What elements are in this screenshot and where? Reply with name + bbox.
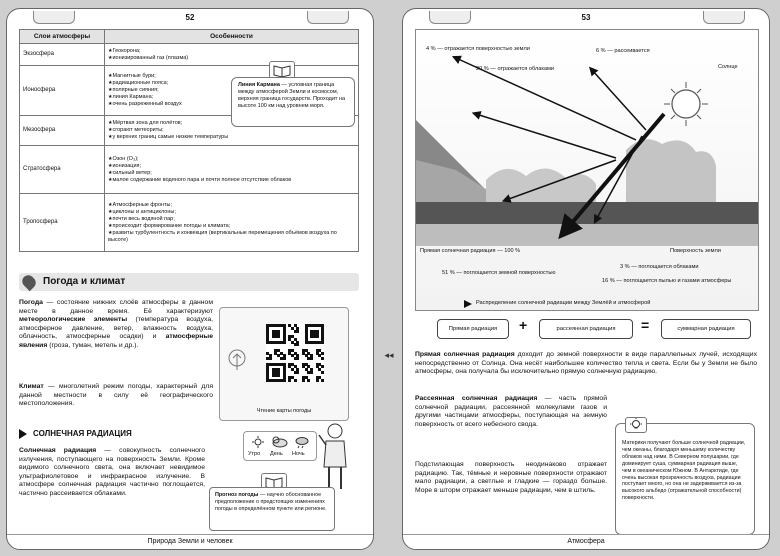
- left-page: [6, 8, 374, 550]
- surface-reflection-text: Подстилающая поверхность неодинаково отражает радиацию. Так, тёмные и неровные поверхности отражают мало радиации, а светлые и гладкие — гораздо больше. Море в шторм отражает меньше радиации, чем в штиль.: [415, 461, 607, 494]
- term: Солнечная радиация: [19, 447, 97, 454]
- formula-term: суммарная радиация: [661, 319, 751, 339]
- page-footer: Природа Земли и человек: [7, 534, 373, 549]
- equals-sign: =: [641, 317, 650, 333]
- section-title: Погода и климат: [43, 276, 126, 287]
- callout-term: Прогноз погоды: [215, 492, 259, 498]
- continents-note: Материки получают больше солнечной радиации, чем океаны, благодаря меньшему количеству облаков над ними. В Северном полушарии, где доминирует суша, суммарная радиация выше, чем в океаническом Южном. В Антарктиде, где очень высокая прозрачность воздуха, радиации поступает много, но она не задерживается из-за высокого альбедо (отражательной способности) поверхности.: [615, 423, 755, 535]
- lightbulb-icon: [625, 417, 647, 433]
- feature-item: ★ малое содержание водяного пара и почти полное отсутствие облаков: [108, 177, 355, 184]
- map-pin-icon: [20, 273, 38, 291]
- text: — многолетний режим погоды, характерный для данной местности в силу её географического местоположения.: [19, 383, 213, 408]
- layer-name: Мезосфера: [20, 116, 105, 146]
- page-number: 52: [185, 13, 195, 22]
- feature-item: ★ Магнитные бури;: [108, 73, 355, 80]
- term: атмосферные явления: [19, 333, 213, 349]
- right-page: [402, 8, 770, 550]
- feature-item: ★ линия Кармана;: [108, 94, 355, 101]
- subsection-title-text: СОЛНЕЧНАЯ РАДИАЦИЯ: [33, 429, 132, 439]
- subsection-title: [19, 429, 132, 439]
- diagram-label: Прямая солнечная радиация — 100 %: [420, 248, 521, 254]
- feature-item: ★ сильный ветер;: [108, 170, 355, 177]
- diagram-label: Солнце: [718, 64, 738, 70]
- diagram-label: 51 % — поглощается земной поверхностью: [442, 270, 556, 276]
- feature-item: ★ ионизация;: [108, 163, 355, 170]
- feature-item: ★ Атмосферные фронты;: [108, 202, 355, 209]
- direct-radiation-text: [415, 351, 757, 377]
- table-header: Особенности: [105, 30, 359, 44]
- layer-name: Ионосфера: [20, 66, 105, 116]
- weather-label: Утро: [248, 451, 261, 457]
- climate-definition: [19, 383, 213, 409]
- table-row: [20, 44, 359, 66]
- page-footer: Атмосфера: [403, 534, 769, 549]
- diagram-label: 20 % — отражается облаками: [476, 66, 554, 72]
- text: (гроза, туман, метель и др.).: [47, 341, 139, 349]
- term: Рассеянная солнечная радиация: [415, 395, 538, 402]
- weather-label: Ночь: [292, 451, 305, 457]
- triangle-icon: [19, 429, 27, 439]
- diagram-label: Поверхность земли: [670, 248, 721, 254]
- weather-label: День: [270, 451, 283, 457]
- weather-icons: [250, 435, 310, 449]
- table-row: [20, 194, 359, 252]
- layer-features: [105, 194, 359, 252]
- qr-code[interactable]: [266, 324, 324, 382]
- diagram-label: 6 % — рассеивается: [596, 48, 650, 54]
- text: — состояние нижних слоёв атмосферы в данном месте в данное время. Её характеризуют: [19, 299, 213, 315]
- feature-item: ★ Озон (O₃);: [108, 156, 355, 163]
- diagram-label: 4 % — отражается поверхностью земли: [426, 46, 530, 52]
- feature-item: ★ Геокорона;: [108, 48, 355, 55]
- callout-text: — научно обоснованное предположение о предстоящих изменениях погоды в определённом пункте или регионе.: [215, 492, 327, 512]
- diagram-label: 16 % — поглощается пылью и газами атмосферы: [602, 278, 732, 284]
- plus-sign: +: [519, 317, 528, 333]
- formula-term: Прямая радиация: [437, 319, 509, 339]
- layer-name: Экзосфера: [20, 44, 105, 66]
- page-number: 53: [581, 13, 591, 22]
- term: Погода: [19, 299, 43, 306]
- qr-caption: Чтение карты погоды: [256, 408, 312, 414]
- qr-code-box[interactable]: [219, 307, 349, 421]
- text: (температура воздуха, атмосферное давление, ветер, влажность воздуха, облачность, атмосферные осадки) и: [19, 316, 213, 341]
- layer-name: Тропосфера: [20, 194, 105, 252]
- radiation-diagram-graphic: [416, 30, 758, 310]
- term: метеорологические элементы: [19, 316, 128, 324]
- presenter-illustration-icon: [317, 421, 353, 491]
- term: Прямая солнечная радиация: [415, 351, 515, 358]
- diagram-label: 3 % — поглощается облаками: [620, 264, 699, 270]
- diagram-caption: Распределение солнечной радиации между Землёй и атмосферой: [476, 300, 651, 306]
- feature-item: ★ циклоны и антициклоны;: [108, 209, 355, 216]
- radiation-formula: [415, 315, 757, 341]
- table-header: Слои атмосферы: [20, 30, 105, 44]
- feature-item: ★ развиты турбулентность и конвекция (вертикальные перемещения объёмов воздуха по высоте): [108, 230, 355, 244]
- section-header: [19, 273, 359, 291]
- term: Климат: [19, 383, 44, 390]
- table-row: [20, 146, 359, 194]
- weather-definition: [19, 299, 213, 351]
- formula-term: рассеянная радиация: [539, 319, 633, 339]
- diffuse-radiation-text: [415, 395, 607, 429]
- forecast-callout: [209, 487, 335, 531]
- scan-phone-icon: [226, 348, 248, 374]
- text: — совокупность солнечного излучения, поступающего на поверхность Земли. Кроме видимого солнечного света, она включает невидимое ультрафиолетовое и инфракрасное излучение. В атмосфере солнечная радиация частично поглощается, частично рассеивается облаками.: [19, 447, 206, 497]
- text: — часть прямой солнечной радиации, рассеянной молекулами газов и другими частицами атмосферы, поступающая на земную поверхность от всего небесного свода.: [415, 395, 607, 428]
- page-turn-icon[interactable]: ◂◂: [384, 350, 394, 360]
- layer-features: [105, 44, 359, 66]
- text: доходит до земной поверхности в виде параллельных лучей, исходящих непосредственно от Солнца. Она несёт наибольшее количество тепла и света. Если бы у Земли не было атмосферы, она получала бы исключительно прямую солнечную радиацию.: [415, 351, 757, 376]
- atmosphere-layers-table: [19, 29, 359, 252]
- weather-icons-panel: [243, 431, 317, 461]
- feature-item: ★ Мёртвая зона для полётов;: [108, 120, 355, 127]
- callout-term: Линия Кармана: [238, 82, 280, 88]
- callout-text: — условная граница между атмосферой Земли и космосом, верхняя граница государств. Проходит на высоте 100 км над уровнем моря.: [238, 82, 346, 109]
- solar-radiation-definition: [19, 447, 205, 499]
- feature-item: ★ почти весь водяной пар;: [108, 216, 355, 223]
- feature-item: ★ ионизированный газ (плазма): [108, 55, 355, 62]
- karman-line-callout: [231, 77, 355, 127]
- feature-item: ★ очень разреженный воздух: [108, 101, 355, 108]
- radiation-diagram: [415, 29, 759, 311]
- feature-item: ★ происходит формирование погоды и климата;: [108, 223, 355, 230]
- feature-item: ★ радиационные пояса;: [108, 80, 355, 87]
- feature-item: ★ сгорают метеориты;: [108, 127, 355, 134]
- layer-features: [105, 146, 359, 194]
- feature-item: ★ полярные сияния;: [108, 87, 355, 94]
- layer-name: Стратосфера: [20, 146, 105, 194]
- feature-item: ★ у верхних границ самые низкие температуры: [108, 134, 355, 141]
